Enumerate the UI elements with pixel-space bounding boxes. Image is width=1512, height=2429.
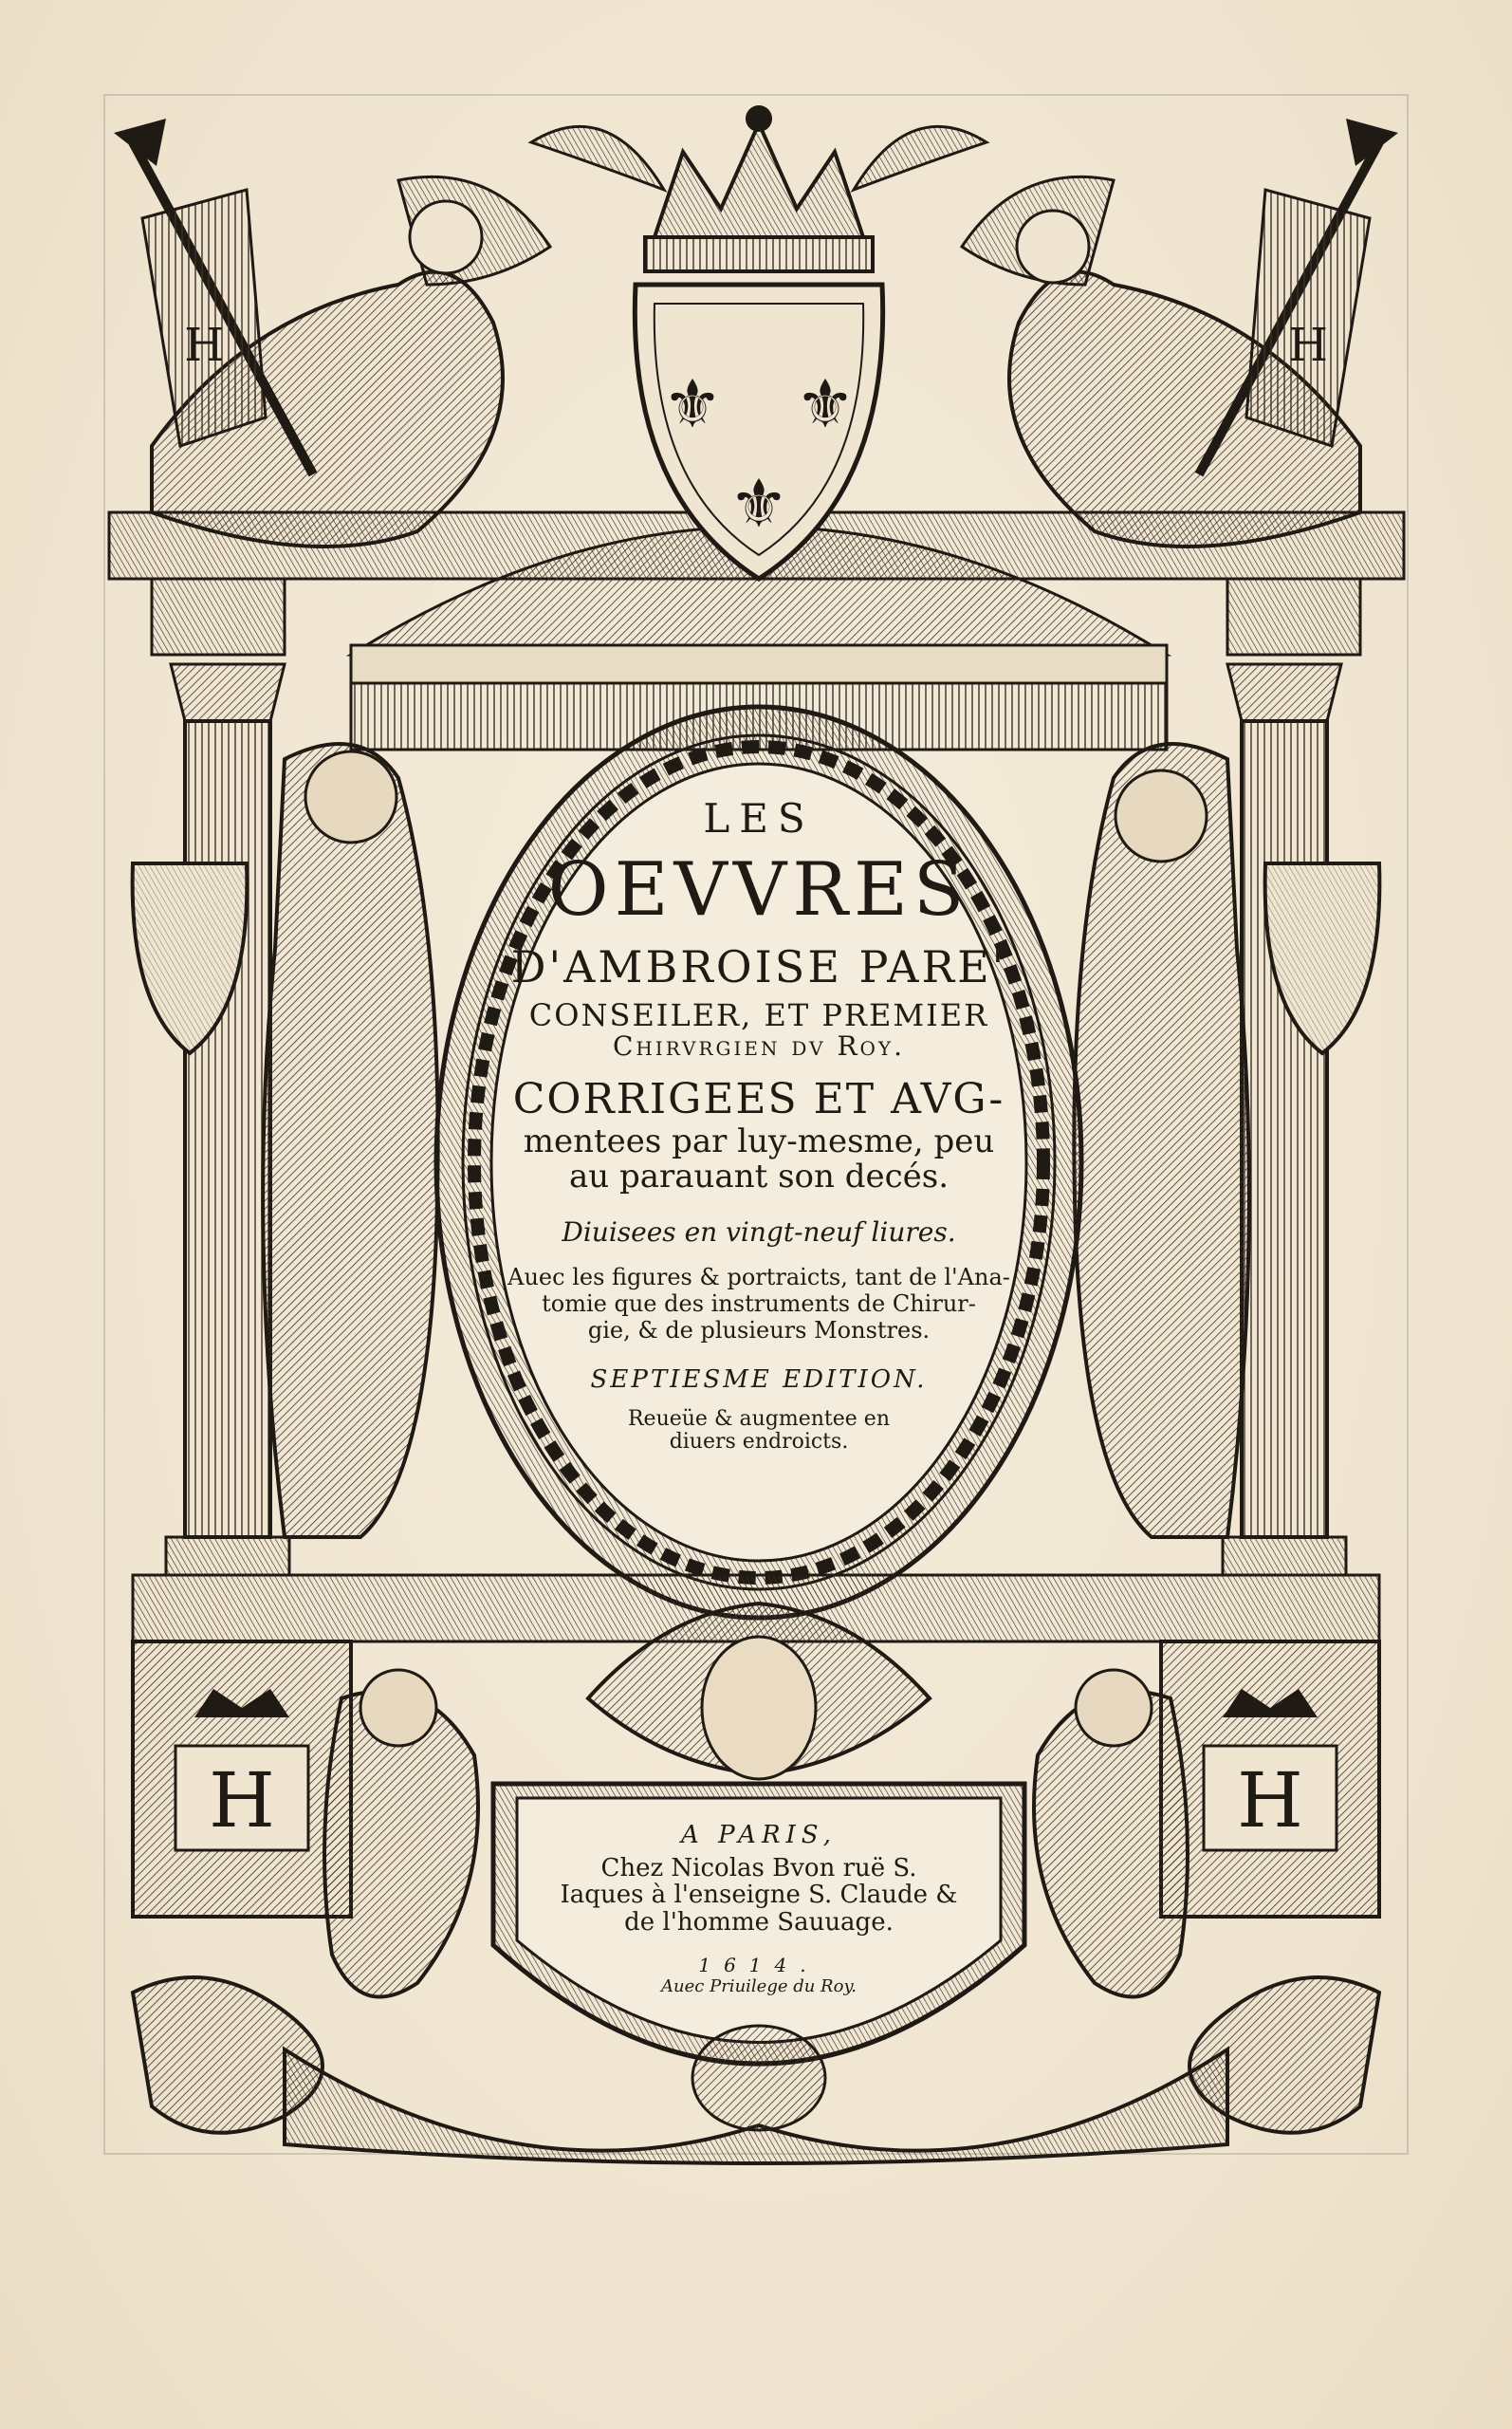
- left-robed-figure: [263, 744, 438, 1537]
- author-title-line2: Chirvrgien dv Roy.: [612, 1029, 906, 1062]
- svg-text:H: H: [184, 319, 224, 372]
- imprint-text-block: [531, 1822, 986, 1996]
- edition-line: SEPTIESME EDITION.: [590, 1364, 928, 1394]
- figures-line-1: Auec les figures & portraicts, tant de l'Ana-: [507, 1263, 1010, 1290]
- imprint-place: A PARIS,: [681, 1821, 837, 1849]
- imprint-line-1: Chez Nicolas Bvon ruë S.: [600, 1853, 917, 1882]
- svg-text:H: H: [1237, 1756, 1303, 1845]
- reueue-line-2: diuers endroicts.: [669, 1430, 849, 1455]
- right-trumpet-banner: [1199, 119, 1398, 474]
- author-name: D'AMBROISE PARE': [510, 940, 1007, 992]
- reueue-line-1: Reueüe & augmentee en: [627, 1407, 890, 1432]
- diuisees-line: Diuisees en vingt-neuf liures.: [562, 1215, 956, 1248]
- left-trumpet-banner: [114, 119, 313, 474]
- title-oeuvres: OEVVRES: [547, 847, 970, 934]
- figures-line-2: tomie que des instruments de Chirur-: [542, 1289, 976, 1317]
- svg-text:⚜: ⚜: [795, 365, 856, 443]
- svg-text:⚜: ⚜: [662, 365, 723, 443]
- title-les: LES: [703, 795, 815, 842]
- imprint-line-3: de l'homme Sauuage.: [624, 1907, 894, 1937]
- left-cherub-figure: [324, 1670, 478, 1997]
- imprint-year: 1614.: [698, 1954, 820, 1977]
- right-robed-figure: [1074, 744, 1249, 1537]
- augmentees-line: mentees par luy-mesme, peu: [523, 1122, 995, 1160]
- svg-text:⚜: ⚜: [728, 465, 789, 543]
- figures-line-3: gie, & de plusieurs Monstres.: [587, 1317, 931, 1344]
- svg-text:H: H: [1288, 319, 1328, 372]
- right-cherub-figure: [1034, 1670, 1188, 1997]
- royal-crown-icon: [645, 105, 873, 271]
- parauant-line: au parauant son decés.: [569, 1158, 949, 1196]
- title-text-block: [493, 759, 1024, 1537]
- imprint-line-2: Iaques à l'enseigne S. Claude &: [560, 1881, 958, 1910]
- corrigees-line: CORRIGEES ET AVG-: [512, 1074, 1005, 1123]
- svg-text:H: H: [209, 1756, 275, 1845]
- author-title-line1: CONSEILER, ET PREMIER: [528, 996, 989, 1033]
- imprint-privilege: Auec Priuilege du Roy.: [661, 1976, 857, 1997]
